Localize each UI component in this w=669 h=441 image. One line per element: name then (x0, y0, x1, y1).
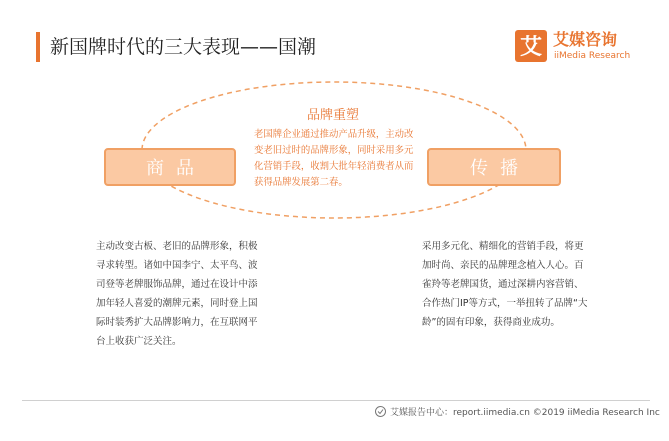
logo-en-name: iiMedia Research (554, 51, 631, 61)
logo-cn-name: 艾媒咨询 (553, 30, 618, 49)
box-goods-label: 商品 (146, 158, 206, 179)
center-title: 品牌重塑 (306, 108, 359, 123)
box-communication-label: 传播 (470, 158, 530, 179)
communication-description: 采用多元化、精细化的营销手段，将更加时尚、亲民的品牌理念植入人心。百雀羚等老牌国货，通过深耕内容营销、合作热门IP等方式，一举扭转了品牌“大龄”的固有印象，获得商业成功。 (422, 241, 588, 328)
footer (375, 405, 660, 418)
logo-mark-char: 艾 (519, 35, 543, 60)
center-description: 老国牌企业通过推动产品升级，主动改变老旧过时的品牌形象，同时采用多元化营销手段，收割大批年轻消费者从而获得品牌发展第二春。 (254, 129, 414, 188)
report-center-icon (375, 406, 386, 417)
footer-divider (22, 400, 650, 401)
footer-text: 艾媒报告中心：report.iimedia.cn ©2019 iiMedia Research Inc (390, 408, 660, 418)
goods-description: 主动改变古板、老旧的品牌形象，积极寻求转型。诸如中国李宁、太平鸟、波司登等老牌服饰品牌，通过在设计中添加年轻人喜爱的潮牌元素，同时登上国际时装秀扩大品牌影响力，在互联网平台上收获广泛关注。 (96, 241, 258, 347)
box-communication (427, 148, 561, 186)
page-title: 新国牌时代的三大表现——国潮 (50, 36, 317, 58)
box-goods (104, 148, 236, 186)
